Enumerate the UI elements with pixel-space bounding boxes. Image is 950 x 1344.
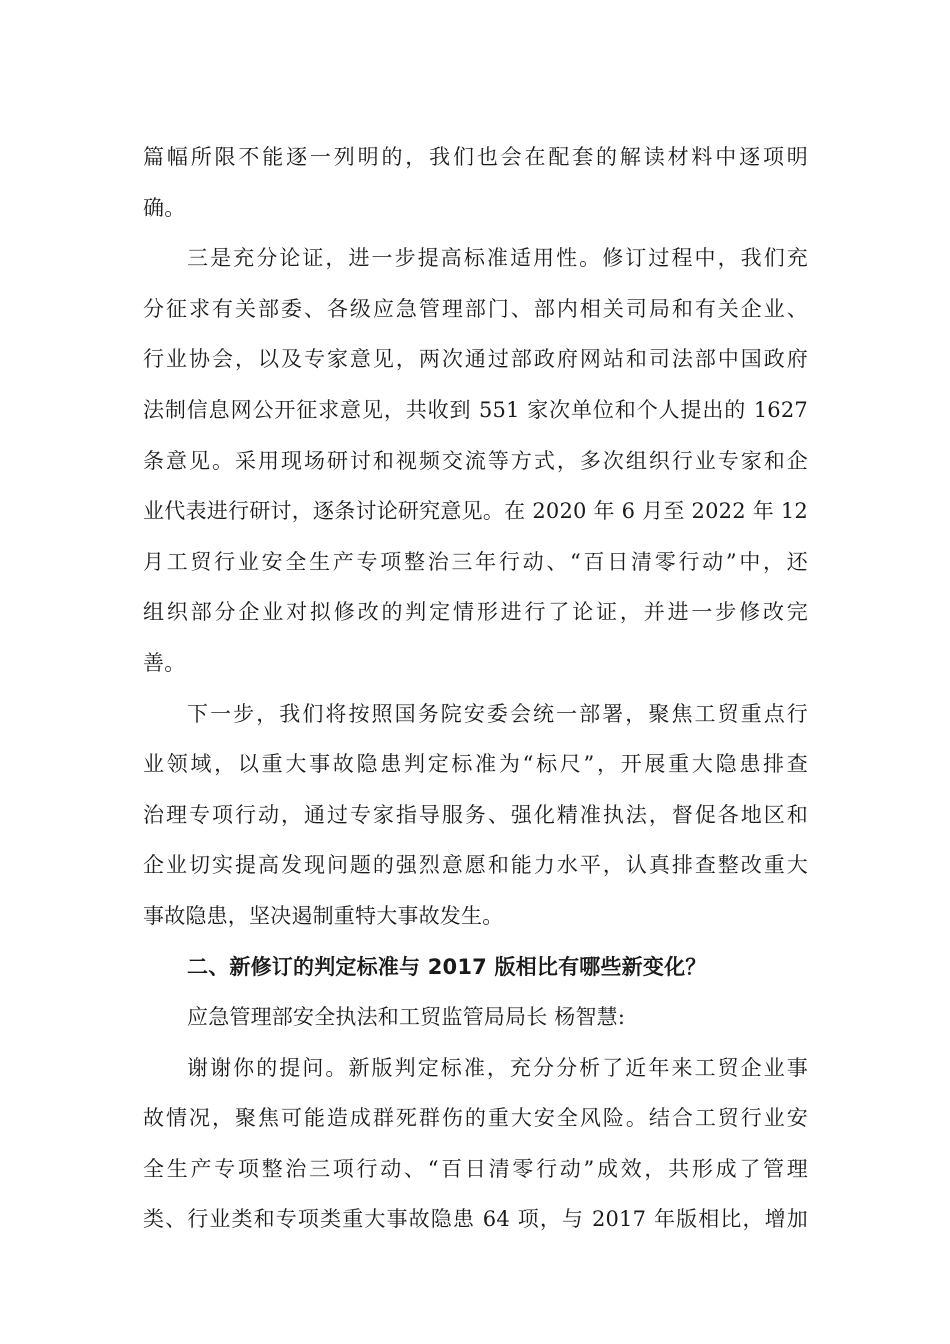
paragraph-line: 分征求有关部委、各级应急管理部门、部内相关司局和有关企业、 <box>143 296 808 321</box>
section-heading: 二、新修订的判定标准与 2017 版相比有哪些新变化？ <box>187 954 707 979</box>
paragraph-line: 全生产专项整治三项行动、“百日清零行动”成效，共形成了管理 <box>143 1156 808 1181</box>
paragraph-line: 法制信息网公开征求意见，共收到 551 家次单位和个人提出的 1627 <box>143 397 808 422</box>
paragraph-line: 组织部分企业对拟修改的判定情形进行了论证，并进一步修改完 <box>143 600 808 625</box>
paragraph-line: 事故隐患，坚决遏制重特大事故发生。 <box>143 903 504 928</box>
paragraph-line: 篇幅所限不能逐一列明的，我们也会在配套的解读材料中逐项明 <box>143 145 808 169</box>
paragraph-line: 企业切实提高发现问题的强烈意愿和能力水平，认真排查整改重大 <box>143 853 808 878</box>
paragraph-line: 谢谢你的提问。新版判定标准，充分分析了近年来工贸企业事 <box>187 1055 808 1080</box>
paragraph-line: 业代表进行研讨，逐条讨论研究意见。在 2020 年 6 月至 2022 年 12 <box>143 499 808 524</box>
paragraph-line: 确。 <box>143 195 186 220</box>
paragraph-line: 三是充分论证，进一步提高标准适用性。修订过程中，我们充 <box>187 246 808 271</box>
paragraph-line: 业领域，以重大事故隐患判定标准为“标尺”，开展重大隐患排查 <box>143 752 808 777</box>
paragraph-line: 治理专项行动，通过专家指导服务、强化精准执法，督促各地区和 <box>143 802 808 827</box>
document-page <box>143 132 808 1245</box>
speaker-line: 应急管理部安全执法和工贸监管局局长 杨智慧: <box>187 1005 626 1030</box>
paragraph-line: 善。 <box>143 650 186 675</box>
paragraph-line: 下一步，我们将按照国务院安委会统一部署，聚焦工贸重点行 <box>187 701 808 726</box>
paragraph-line: 故情况，聚焦可能造成群死群伤的重大安全风险。结合工贸行业安 <box>143 1106 808 1131</box>
paragraph-line: 条意见。采用现场研讨和视频交流等方式，多次组织行业专家和企 <box>143 448 808 473</box>
paragraph-line: 类、行业类和专项类重大事故隐患 64 项，与 2017 年版相比，增加 <box>143 1207 808 1232</box>
paragraph-line: 月工贸行业安全生产专项整治三年行动、“百日清零行动”中，还 <box>143 549 808 574</box>
paragraph-line: 行业协会，以及专家意见，两次通过部政府网站和司法部中国政府 <box>143 347 808 372</box>
